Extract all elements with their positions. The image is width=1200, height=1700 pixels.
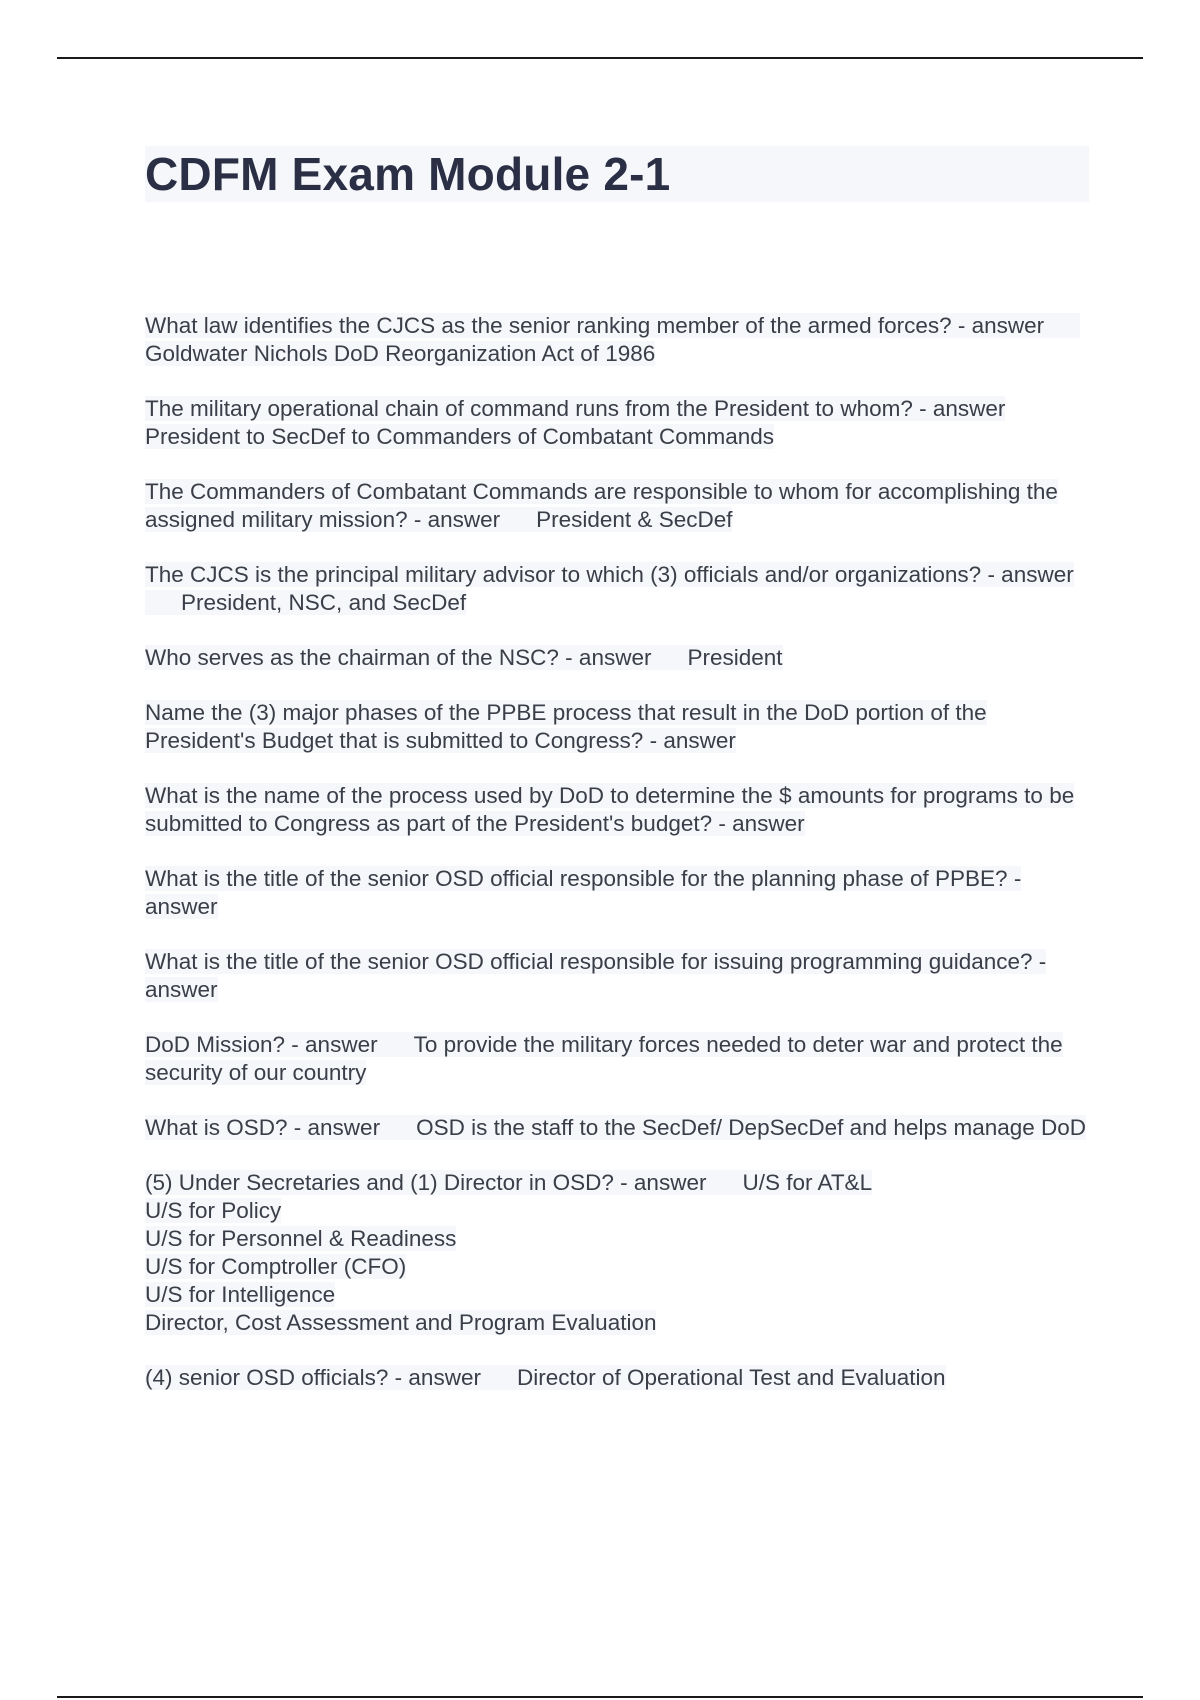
page-title: CDFM Exam Module 2-1 xyxy=(145,148,671,200)
qa-item xyxy=(145,478,1095,534)
question-text: The military operational chain of command runs from the President to whom? - answer xyxy=(145,396,1006,421)
question-text: The CJCS is the principal military advisor to which (3) officials and/or organizations? - answer xyxy=(145,562,1074,587)
question-text: Who serves as the chairman of the NSC? - answer xyxy=(145,645,652,670)
qa-list xyxy=(145,312,1095,1419)
question-text: What is the title of the senior OSD official responsible for issuing programming guidance? - answer xyxy=(145,949,1047,1002)
answer-text: Goldwater Nichols DoD Reorganization Act of 1986 xyxy=(145,341,656,366)
qa-item xyxy=(145,1169,1095,1337)
qa-item xyxy=(145,1114,1095,1142)
answer-text: To provide the military forces needed to deter war and protect the security of our country xyxy=(145,1032,1063,1085)
qa-item xyxy=(145,1031,1095,1087)
question-text: What law identifies the CJCS as the senior ranking member of the armed forces? - answer xyxy=(145,313,1045,338)
bottom-rule xyxy=(57,1696,1143,1698)
qa-item xyxy=(145,395,1095,451)
qa-item xyxy=(145,644,1095,672)
answer-text: President xyxy=(687,645,783,670)
qa-item xyxy=(145,561,1095,617)
qa-item xyxy=(145,1364,1095,1392)
question-text: What is the name of the process used by DoD to determine the $ amounts for programs to be submitted to Congress as part of the President's budget? - answer xyxy=(145,783,1075,836)
question-text: What is the title of the senior OSD official responsible for the planning phase of PPBE? - answer xyxy=(145,866,1022,919)
answer-text: President & SecDef xyxy=(536,507,733,532)
qa-item xyxy=(145,782,1095,838)
qa-item xyxy=(145,699,1095,755)
answer-text: Director of Operational Test and Evaluation xyxy=(516,1365,946,1390)
qa-item xyxy=(145,948,1095,1004)
question-text: What is OSD? - answer xyxy=(145,1115,381,1140)
title-block xyxy=(145,146,1089,202)
question-text: (5) Under Secretaries and (1) Director in OSD? - answer xyxy=(145,1170,707,1195)
answer-text: U/S for AT&L U/S for Policy U/S for Personnel & Readiness U/S for Comptroller (CFO) U/S for Intelligence Director, Cost Assessment and Program Evaluation xyxy=(145,1170,873,1335)
qa-item xyxy=(145,865,1095,921)
question-text: The Commanders of Combatant Commands are responsible to whom for accomplishing the assigned military mission? - answer xyxy=(145,479,1058,532)
answer-text: President, NSC, and SecDef xyxy=(181,590,467,615)
answer-text: President to SecDef to Commanders of Combatant Commands xyxy=(145,424,775,449)
question-text: Name the (3) major phases of the PPBE process that result in the DoD portion of the President's Budget that is submitted to Congress? - answer xyxy=(145,700,987,753)
question-text: DoD Mission? - answer xyxy=(145,1032,378,1057)
question-text: (4) senior OSD officials? - answer xyxy=(145,1365,481,1390)
answer-text: OSD is the staff to the SecDef/ DepSecDef and helps manage DoD xyxy=(416,1115,1087,1140)
qa-item xyxy=(145,312,1095,368)
top-rule xyxy=(57,57,1143,59)
